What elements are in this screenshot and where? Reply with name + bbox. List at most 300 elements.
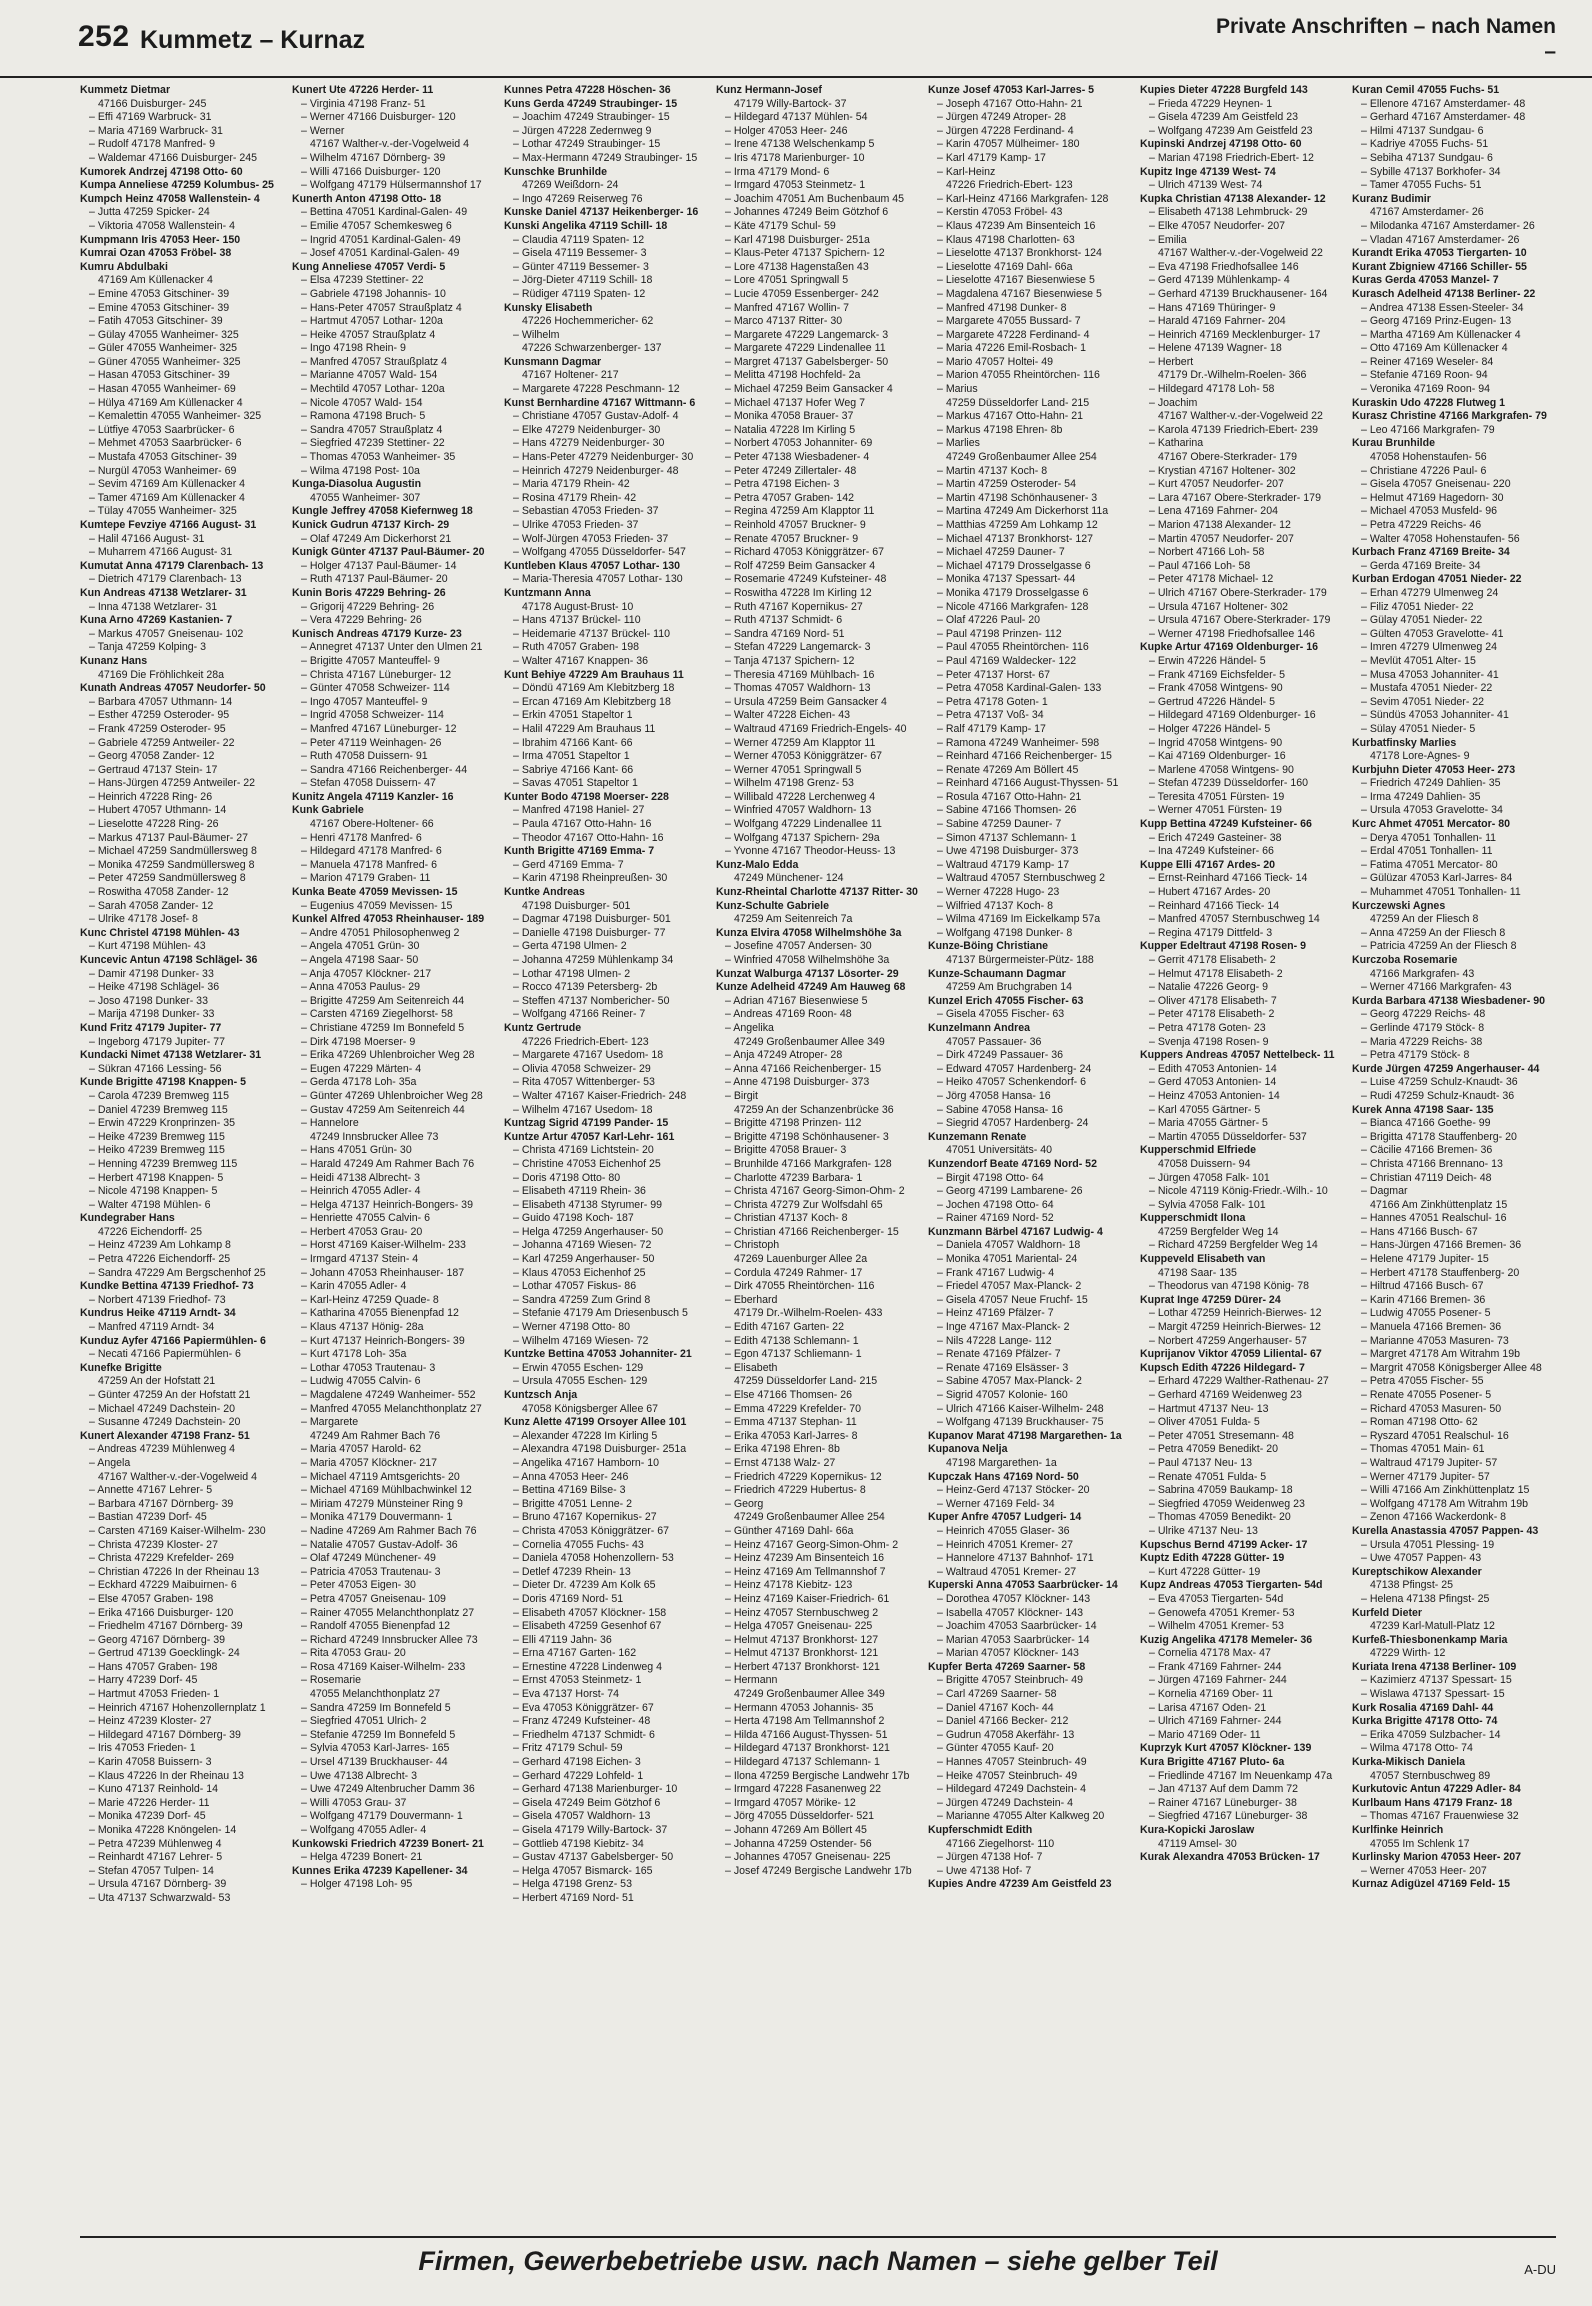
listing-entry: – Marco 47137 Ritter- 30 [725, 315, 843, 328]
listing-entry: – Hubert 47167 Ardes- 20 [1149, 886, 1271, 899]
listing-entry: – Hülya 47169 Am Küllenacker 4 [89, 396, 243, 409]
listing-entry: – Lara 47167 Obere-Sterkrader- 179 [1149, 491, 1321, 504]
listing-surname-entry: Kumtepe Fevziye 47166 August- 31 [80, 519, 257, 531]
listing-entry: – Olaf 47249 Münchener- 49 [301, 1552, 436, 1565]
listing-surname-entry: Kupz Andreas 47053 Tiergarten- 54d [1140, 1579, 1323, 1592]
listing-entry: – Christa 47167 Georg-Simon-Ohm- 2 [725, 1185, 905, 1198]
listing-entry: – Waltraud 47169 Friedrich-Engels- 40 [725, 722, 907, 735]
listing-entry: 47055 Wanheimer- 307 [310, 491, 421, 504]
listing-surname-entry: Kundke Bettina 47139 Friedhof- 73 [80, 1280, 254, 1293]
listing-surname-entry: Kunst Bernhardine 47167 Wittmann- 6 [504, 396, 696, 409]
listing-entry: – Gerhard 47198 Eichen- 3 [513, 1756, 641, 1769]
listing-entry: – Joso 47198 Dunker- 33 [89, 994, 208, 1007]
listing-entry: – Helga 47057 Bismarck- 165 [513, 1864, 653, 1877]
listing-entry: – Sündüs 47053 Johanniter- 41 [1361, 709, 1509, 722]
listing-entry: – Maria 47229 Reichs- 38 [1361, 1035, 1483, 1048]
listing-surname-entry: Kuppers Andreas 47057 Nettelbeck- 11 [1140, 1049, 1335, 1062]
listing-entry: – Steffen 47137 Nombericher- 50 [513, 994, 670, 1007]
listing-entry: – Lothar 47249 Straubinger- 15 [513, 138, 661, 151]
listing-entry: 47249 Münchener- 124 [734, 872, 844, 885]
listing-entry: – Günther 47169 Dahl- 66a [725, 1524, 854, 1537]
listing-entry: – Marion 47055 Rheintörchen- 116 [937, 369, 1100, 382]
listing-entry: – Harald 47249 Am Rahmer Bach 76 [301, 1157, 475, 1170]
listing-entry: – Edith 47138 Schlemann- 1 [725, 1334, 859, 1347]
listing-entry: – Thomas 47167 Frauenwiese 32 [1361, 1810, 1519, 1823]
listing-entry: – Gisela 47119 Bessemer- 3 [513, 247, 647, 260]
listing-entry: – Thomas 47051 Main- 61 [1361, 1443, 1485, 1456]
listing-surname-entry: Kuper Anfre 47057 Ludgeri- 14 [928, 1511, 1082, 1524]
listing-surname-entry: Kurkutovic Antun 47229 Adler- 84 [1352, 1783, 1521, 1796]
listing-entry: – Marianne 47053 Masuren- 73 [1361, 1334, 1509, 1347]
listing-entry: 47259 Düsseldorfer Land- 215 [734, 1375, 878, 1388]
listing-entry: – Friedrich 47229 Hubertus- 8 [725, 1484, 866, 1497]
listing-entry: – Theresia 47169 Mühlbach- 16 [725, 668, 875, 681]
listing-entry: 47166 Markgrafen- 43 [1370, 967, 1475, 980]
listing-entry: – Herbert 47198 Knappen- 5 [89, 1171, 224, 1184]
listing-entry: – Lütfiye 47053 Saarbrücker- 6 [89, 423, 235, 436]
listing-entry: – Wolfgang 47178 Am Witrahm 19b [1361, 1497, 1529, 1510]
listing-entry: – Gerd 47169 Emma- 7 [513, 858, 624, 871]
listing-entry: – Maria-Theresia 47057 Lothar- 130 [513, 573, 683, 586]
listing-entry: – Patricia 47259 An der Fliesch 8 [1361, 940, 1517, 953]
listing-surname-entry: Kuntzag Sigrid 47199 Pander- 15 [504, 1117, 669, 1130]
listing-entry: – Monika 47058 Brauer- 37 [725, 410, 854, 423]
listing-entry: – Monika 47259 Sandmüllersweg 8 [89, 858, 255, 871]
listing-entry: – Daniel 47239 Bremweg 115 [89, 1103, 228, 1116]
listing-entry: – Michael 47259 Beim Gansacker 4 [725, 383, 893, 396]
listing-entry: – Eva 47053 Königgrätzer- 67 [513, 1701, 654, 1714]
listing-entry: – Herbert 47169 Nord- 51 [513, 1891, 634, 1904]
listing-entry: 47058 Hohenstaufen- 56 [1370, 451, 1487, 464]
listing-entry: – Mario 47169 Oder- 11 [1149, 1728, 1261, 1741]
listing-entry: – Heike 47057 Steinbruch- 49 [937, 1769, 1078, 1782]
listing-entry: – Ursula 47167 Holtener- 302 [1149, 600, 1288, 613]
listing-entry: – Savas 47051 Stapeltor 1 [513, 777, 638, 790]
listing-surname-entry: Kurak Alexandra 47053 Brücken- 17 [1140, 1851, 1320, 1864]
listing-entry: – Karl-Heinz 47166 Markgrafen- 128 [937, 192, 1109, 205]
listing-entry: – Michael 47137 Hofer Weg 7 [725, 396, 865, 409]
listing-entry: – Harald 47169 Fahrner- 204 [1149, 315, 1286, 328]
listing-entry: – Rudi 47259 Schulz-Knaudt- 36 [1361, 1089, 1515, 1102]
listing-entry: – Holger 47137 Paul-Bäumer- 14 [301, 559, 457, 572]
listing-surname-entry: Kumpmann Iris 47053 Heer- 150 [80, 233, 241, 246]
listing-entry: – Heike 47198 Schlägel- 36 [89, 981, 220, 994]
listing-entry: – Paul 47169 Waldecker- 122 [937, 654, 1077, 667]
listing-entry: 47249 Innsbrucker Allee 73 [310, 1130, 439, 1143]
listing-entry: – Detlef 47239 Rhein- 13 [513, 1565, 631, 1578]
listing-entry: – Marianne 47057 Wald- 154 [301, 369, 438, 382]
listing-entry: 47249 Großenbaumer Allee 349 [734, 1035, 885, 1048]
listing-entry: – Paul 47137 Neu- 13 [1149, 1456, 1253, 1469]
listing-entry: – Werner 47169 Feld- 34 [937, 1497, 1055, 1510]
listing-entry: – Helene 47139 Wagner- 18 [1149, 342, 1282, 355]
listing-surname-entry: Kupperschmidt Ilona [1140, 1212, 1246, 1225]
listing-entry: 47167 Walther-v.-der-Vogelweid 4 [310, 138, 469, 151]
listing-entry: – Karl 47179 Kamp- 17 [937, 151, 1046, 164]
listing-entry: – Otto 47169 Am Küllenacker 4 [1361, 342, 1508, 355]
listing-entry: – Petra 47178 Goten- 1 [937, 695, 1048, 708]
listing-entry: – Fatima 47051 Mercator- 80 [1361, 858, 1498, 871]
listing-entry: – Lothar 47057 Fiskus- 86 [513, 1280, 637, 1293]
listing-entry: – Hildegard 47178 Manfred- 6 [301, 845, 442, 858]
listing-entry: – Rolf 47259 Beim Gansacker 4 [725, 559, 876, 572]
listing-entry: – Damir 47198 Dunker- 33 [89, 967, 214, 980]
listing-entry: – Peter 47137 Horst- 67 [937, 668, 1051, 681]
listing-entry: – Ramona 47198 Bruch- 5 [301, 410, 426, 423]
listing-entry: – Marija 47198 Dunker- 33 [89, 1008, 215, 1021]
listing-entry: – Thomas 47053 Wanheimer- 35 [301, 451, 456, 464]
listing-entry: 47055 Melanchthonplatz 27 [310, 1688, 441, 1701]
listing-entry: – Markus 47057 Gneisenau- 102 [89, 627, 244, 640]
listing-entry: – Michael 47053 Musfeld- 96 [1361, 505, 1498, 518]
listing-entry: – Christa 47279 Zur Wolfsdahl 65 [725, 1198, 883, 1211]
listing-entry: – Mevlüt 47051 Alter- 15 [1361, 654, 1476, 667]
listing-entry: – Ingo 47057 Manteuffel- 9 [301, 695, 428, 708]
listing-entry: – Rocco 47139 Petersberg- 2b [513, 981, 658, 994]
listing-entry: – Waldemar 47166 Duisburger- 245 [89, 151, 258, 164]
listing-entry: – Michael 47179 Drosselgasse 6 [937, 559, 1091, 572]
listing-entry: 47198 Margarethen- 1a [946, 1456, 1057, 1469]
listing-entry: – Mehmet 47053 Saarbrücker- 6 [89, 437, 242, 450]
listing-entry: – Irene 47138 Welschenkamp 5 [725, 138, 875, 151]
listing-entry: – Johann 47053 Rheinhauser- 187 [301, 1266, 465, 1279]
listing-entry: – Wilhelm 47198 Grenz- 53 [725, 777, 854, 790]
listing-entry: – Kurt 47198 Mühlen- 43 [89, 940, 206, 953]
listing-entry: – Ulrike 47137 Neu- 13 [1149, 1524, 1258, 1537]
listing-entry: – Rüdiger 47119 Spaten- 12 [513, 287, 646, 300]
listing-surname-entry: Kuppe Elli 47167 Ardes- 20 [1140, 858, 1276, 871]
listing-entry: – Sabine 47058 Hansa- 16 [937, 1103, 1064, 1116]
listing-entry: – Sandra 47169 Nord- 51 [725, 627, 845, 640]
listing-surname-entry: Kunsky Elisabeth [504, 301, 593, 314]
listing-entry: – Petra 47198 Eichen- 3 [725, 478, 840, 491]
listing-entry: – Eva 47137 Horst- 74 [513, 1688, 619, 1701]
listing-entry: – Wolfgang 47055 Düsseldorfer- 547 [513, 546, 686, 559]
listing-entry: 47058 Königsberger Allee 67 [522, 1402, 659, 1415]
listing-surname-entry: Kunzat Walburga 47137 Lösorter- 29 [716, 967, 899, 980]
listing-entry: 47169 Die Fröhlichkeit 28a [98, 668, 225, 681]
listing-entry: – Joseph 47167 Otto-Hahn- 21 [937, 97, 1083, 110]
listing-entry: – Birgit 47198 Otto- 64 [937, 1171, 1044, 1184]
listing-entry: – Willi 47166 Am Zinkhüttenplatz 15 [1361, 1484, 1530, 1497]
listing-entry: – Daniel 47167 Koch- 44 [937, 1701, 1054, 1714]
listing-entry: – Georg [725, 1497, 764, 1510]
listing-surname-entry: Kunske Daniel 47137 Heikenberger- 16 [504, 206, 699, 219]
listing-entry: – Werner 47166 Markgrafen- 43 [1361, 981, 1512, 994]
listing-entry: – Reinhard 47166 August-Thyssen- 51 [937, 777, 1119, 790]
listing-entry: – Hilda 47166 August-Thyssen- 51 [725, 1728, 888, 1741]
listing-surname-entry: Kurczoba Rosemarie [1352, 954, 1458, 966]
listing-entry: 47198 Duisburger- 501 [522, 899, 631, 912]
listing-entry: – Lena 47169 Fahrner- 204 [1149, 505, 1278, 518]
listing-entry: – Sevim 47169 Am Küllenacker 4 [89, 478, 246, 491]
listing-entry: – Siegfried 47051 Ulrich- 2 [301, 1715, 427, 1728]
listing-surname-entry: Kunzendorf Beate 47169 Nord- 52 [928, 1157, 1097, 1170]
footer-divider [80, 2236, 1556, 2238]
listing-entry: – Ursula 47167 Obere-Sterkrader- 179 [1149, 614, 1331, 627]
listing-surname-entry: Kuranz Budimir [1352, 192, 1431, 205]
listing-entry: – Margarete 47055 Bussard- 7 [937, 315, 1081, 328]
listing-entry: – Wolfgang 47239 Am Geistfeld 23 [1149, 124, 1313, 137]
listing-entry: – Maria 47179 Rhein- 42 [513, 478, 630, 491]
listing-entry: – Ludwig 47055 Calvin- 6 [301, 1375, 421, 1388]
listing-entry: – Ursula 47259 Beim Gansacker 4 [725, 695, 887, 708]
listing-entry: – Annegret 47137 Unter den Ulmen 21 [301, 641, 483, 654]
listing-surname-entry: Kunz Hermann-Josef [716, 84, 822, 96]
listing-entry: – Werner 47053 Heer- 207 [1361, 1864, 1487, 1877]
listing-entry: – Dirk 47198 Moerser- 9 [301, 1035, 416, 1048]
listing-entry: – Maria 47169 Warbruck- 31 [89, 124, 223, 137]
listing-entry: – Heinz 47239 Am Lohkamp 8 [89, 1239, 231, 1252]
listing-surname-entry: Kunert Ute 47226 Herder- 11 [292, 84, 434, 96]
listing-entry: – Herbert 47053 Grau- 20 [301, 1225, 423, 1238]
listing-entry: – Gerda 47178 Loh- 35a [301, 1076, 417, 1089]
listing-entry: 47137 Bürgermeister-Pütz- 188 [946, 954, 1094, 966]
listing-entry: – Erwin 47229 Kronprinzen- 35 [89, 1117, 236, 1130]
listing-entry: – Margit 47259 Heinrich-Bierwes- 12 [1149, 1321, 1321, 1334]
listing-surname-entry: Kupschus Bernd 47199 Acker- 17 [1140, 1538, 1308, 1551]
listing-entry: 47178 August-Brust- 10 [522, 600, 634, 613]
listing-surname-entry: Kupanov Marat 47198 Margarethen- 1a [928, 1429, 1122, 1442]
listing-entry: – Renate 47055 Posener- 5 [1361, 1389, 1492, 1401]
listing-surname-entry: Kupper Edeltraut 47198 Rosen- 9 [1140, 940, 1307, 953]
listing-entry: – Grigorij 47229 Behring- 26 [301, 600, 435, 613]
listing-entry: – Andrea 47138 Essen-Steeler- 34 [1361, 301, 1524, 314]
listing-entry: – Markus 47198 Ehren- 8b [937, 423, 1063, 436]
listing-entry: 47198 Saar- 135 [1158, 1266, 1237, 1279]
listing-entry: – Gerhard 47139 Bruckhausener- 164 [1149, 287, 1328, 300]
listing-entry: – Elli 47119 Jahn- 36 [513, 1633, 612, 1646]
listing-entry: – Jürgen 47249 Atroper- 28 [937, 111, 1066, 124]
listing-surname-entry: Kurella Anastassia 47057 Pappen- 43 [1352, 1524, 1539, 1537]
listing-entry: – Sarah 47058 Zander- 12 [89, 899, 214, 912]
listing-entry: 47259 Bergfelder Weg 14 [1158, 1225, 1279, 1238]
listing-entry: – Heinrich 47055 Glaser- 36 [937, 1524, 1070, 1537]
listing-entry: – Uwe 47249 Altenbrucher Damm 36 [301, 1783, 475, 1796]
listing-entry: – Ryszard 47051 Realschul- 16 [1361, 1429, 1509, 1442]
listing-entry: – Werner 47228 Hugo- 23 [937, 886, 1060, 899]
listing-entry: – Peter 47053 Eigen- 30 [301, 1579, 416, 1592]
listing-surname-entry: Kundegraber Hans [80, 1212, 175, 1225]
listing-entry: – Waltraud 47179 Jupiter- 57 [1361, 1456, 1498, 1469]
listing-entry: – Inge 47167 Max-Planck- 2 [937, 1321, 1070, 1334]
listing-entry: – Tanja 47259 Kolping- 3 [89, 641, 207, 654]
listing-entry: – Ruth 47058 Duissern- 91 [301, 750, 428, 763]
listing-entry: – Martin 47259 Osteroder- 54 [937, 478, 1076, 491]
listing-surname-entry: Kurlinsky Marion 47053 Heer- 207 [1352, 1851, 1521, 1864]
listing-entry: – Helmut 47137 Bronkhorst- 127 [725, 1633, 879, 1646]
listing-entry: 47167 Holtener- 217 [522, 369, 619, 382]
listing-surname-entry: Kunga-Diasolua Augustin [292, 478, 422, 491]
listing-entry: – Monika 47179 Drosselgasse 6 [937, 586, 1089, 599]
listing-entry: – Gustav 47137 Gabelsberger- 50 [513, 1851, 674, 1864]
listing-entry: – Johannes 47057 Gneisenau- 225 [725, 1851, 891, 1864]
listing-entry: – Sabine 47259 Dauner- 7 [937, 818, 1062, 831]
listing-entry: – Wolfgang 47139 Bruckhauser- 75 [937, 1416, 1104, 1429]
listing-entry: – Rosina 47179 Rhein- 42 [513, 491, 637, 504]
listing-entry: 47166 Duisburger- 245 [98, 97, 207, 110]
listing-entry: – Luise 47259 Schulz-Knaudt- 36 [1361, 1076, 1518, 1089]
listing-entry: – Ruth 47057 Graben- 198 [513, 641, 640, 654]
listing-entry: – Petra 47057 Graben- 142 [725, 491, 854, 504]
listing-entry: 47179 Dr.-Wilhelm-Roelen- 433 [734, 1307, 883, 1320]
page-header [0, 0, 1592, 78]
listing-entry: – Christian 47137 Koch- 8 [725, 1212, 848, 1225]
listing-entry: – Miriam 47279 Münsteiner Ring 9 [301, 1497, 463, 1510]
listing-entry: – Reinhold 47057 Bruckner- 9 [725, 519, 866, 531]
listing-entry: – Karl-Heinz 47259 Quade- 8 [301, 1293, 439, 1306]
listing-entry: – Friedrich 47249 Dahlien- 35 [1361, 777, 1501, 790]
listing-entry: – Sabrina 47059 Baukamp- 18 [1149, 1484, 1293, 1497]
listing-entry: – Cäcilie 47166 Bremen- 36 [1361, 1144, 1493, 1157]
listing-entry: – Rainer 47167 Lüneburger- 38 [1149, 1796, 1297, 1809]
listing-entry: – Heinrich 47228 Ring- 26 [89, 790, 213, 803]
listing-entry: – Gerlinde 47179 Stöck- 8 [1361, 1021, 1485, 1034]
listing-entry: – Ernst 47053 Steinmetz- 1 [513, 1674, 642, 1687]
listing-surname-entry: Kupitz Inge 47139 West- 74 [1140, 165, 1276, 178]
listing-surname-entry: Kunin Boris 47229 Behring- 26 [292, 586, 446, 599]
listing-surname-entry: Kung Anneliese 47057 Verdi- 5 [292, 260, 446, 273]
listing-entry: – Michael 47259 Sandmüllersweg 8 [89, 845, 257, 858]
listing-entry: – Marian 47053 Saarbrücker- 14 [937, 1633, 1090, 1646]
listing-entry: – Edith 47167 Garten- 22 [725, 1321, 844, 1334]
listing-surname-entry: Kunick Gudrun 47137 Kirch- 29 [292, 519, 450, 531]
listing-entry: – Walter 47167 Knappen- 36 [513, 654, 649, 667]
listing-entry: – Heinz 47167 Georg-Simon-Ohm- 2 [725, 1538, 899, 1551]
listing-entry: – Erika 47269 Uhlenbroicher Weg 28 [301, 1049, 475, 1062]
listing-surname-entry: Kurde Jürgen 47259 Angerhauser- 44 [1352, 1062, 1540, 1075]
listing-entry: – Wolfgang 47166 Reiner- 7 [513, 1008, 646, 1021]
listing-surname-entry: Kupanova Nelja [928, 1443, 1008, 1456]
listing-entry: – Marlene 47058 Wintgens- 90 [1149, 763, 1294, 776]
listing-entry: – Gerhard 47138 Marienburger- 10 [513, 1783, 678, 1796]
listing-entry: – Fatih 47053 Gitschiner- 39 [89, 315, 223, 328]
section-title: Private Anschriften – nach Namen – [1216, 15, 1556, 63]
listing-entry: – Christiane 47226 Paul- 6 [1361, 464, 1487, 477]
listing-entry: – Richard 47053 Königgrätzer- 67 [725, 546, 885, 559]
listing-entry: – Hans 47057 Graben- 198 [89, 1660, 218, 1673]
listing-entry: – Monika 47228 Knöngelen- 14 [89, 1824, 237, 1836]
listing-entry: 47269 Weißdorn- 24 [522, 179, 619, 192]
listing-entry: – Christa 47239 Kloster- 27 [89, 1538, 218, 1551]
listing-entry: – Wilhelm 47167 Dörnberg- 39 [301, 151, 446, 164]
listing-entry: – Sükran 47166 Lessing- 56 [89, 1062, 222, 1075]
listing-entry: – Anja 47057 Klöckner- 217 [301, 967, 432, 980]
listing-entry: – Emine 47053 Gitschiner- 39 [89, 287, 230, 300]
listing-surname-entry: Kund Fritz 47179 Jupiter- 77 [80, 1021, 222, 1034]
listing-entry: – Ibrahim 47166 Kant- 66 [513, 736, 633, 749]
listing-entry: – Georg 47169 Prinz-Eugen- 13 [1361, 315, 1512, 328]
listing-entry: – Daniel 47166 Becker- 212 [937, 1715, 1069, 1728]
listing-entry: 47169 Am Küllenacker 4 [98, 274, 213, 287]
listing-entry: – Tamer 47169 Am Küllenacker 4 [89, 491, 245, 504]
listing-entry: – Karin 47166 Bremen- 36 [1361, 1293, 1486, 1306]
listing-entry: 47259 Am Seitenreich 7a [734, 913, 853, 926]
listing-surname-entry: Kupferschmidt Edith [928, 1824, 1033, 1836]
listing-entry: – Halil 47166 August- 31 [89, 532, 205, 545]
listing-entry: – Ulrich 47139 West- 74 [1149, 179, 1263, 192]
listing-entry: – Ernst 47138 Walz- 27 [725, 1456, 836, 1469]
listing-entry: – Angelika [725, 1021, 774, 1034]
listing-entry: – Friedlinde 47167 Im Neuenkamp 47a [1149, 1769, 1333, 1782]
listing-entry: – Bettina 47169 Bilse- 3 [513, 1484, 626, 1497]
listing-entry: – Frieda 47229 Heynen- 1 [1149, 97, 1273, 110]
listing-entry: – Gerhard 47167 Amsterdamer- 48 [1361, 111, 1526, 124]
listing-entry: – Hubert 47057 Uthmann- 14 [89, 804, 227, 817]
listing-entry: – Klaus 47137 Hönig- 28a [301, 1321, 424, 1334]
listing-entry: – Leo 47166 Markgrafen- 79 [1361, 423, 1495, 436]
listing-entry: 47179 Willy-Bartock- 37 [734, 97, 847, 110]
listing-surname-entry: Kuntleben Klaus 47057 Lothar- 130 [504, 559, 681, 572]
listing-entry: – Joachim 47053 Saarbrücker- 14 [937, 1620, 1097, 1633]
listing-entry: – Heinz 47169 Pfälzer- 7 [937, 1307, 1054, 1320]
listing-entry: – Petra 47059 Benedikt- 20 [1149, 1443, 1278, 1456]
listing-entry: – Nicole 47119 König-Friedr.-Wilh.- 10 [1149, 1185, 1328, 1198]
listing-entry: – Elke 47279 Neidenburger- 30 [513, 423, 661, 436]
listing-entry: – Monika 47239 Dorf- 45 [89, 1810, 206, 1823]
listing-entry: – Jörg 47055 Düsseldorfer- 521 [725, 1810, 874, 1823]
listing-entry: – Elke 47057 Neudorfer- 207 [1149, 219, 1286, 232]
listing-entry: – Heinrich 47167 Hohenzollernplatz 1 [89, 1701, 266, 1714]
listing-entry: – Maria 47055 Gärtner- 5 [1149, 1117, 1268, 1130]
listing-surname-entry: Kuntz Gertrude [504, 1021, 582, 1034]
listing-entry: – Muhammet 47051 Tonhallen- 11 [1361, 886, 1521, 899]
listing-entry: – Manfred 47167 Lüneburger- 12 [301, 722, 457, 735]
listing-entry: – Gudrun 47058 Akerfähr- 13 [937, 1728, 1075, 1741]
listing-entry: – Natalia 47228 Im Kirling 5 [725, 423, 856, 436]
listing-entry: – Eberhard [725, 1293, 778, 1306]
listing-entry: – Kurt 47228 Gütter- 19 [1149, 1565, 1261, 1578]
listing-surname-entry: Kumorek Andrzej 47198 Otto- 60 [80, 165, 243, 178]
listing-entry: – Margret 47137 Gabelsberger- 50 [725, 355, 889, 368]
listing-entry: – Emilia [1149, 233, 1187, 246]
listing-entry: 47229 Wirth- 12 [1370, 1647, 1446, 1660]
listing-entry: – Kurt 47178 Loh- 35a [301, 1348, 407, 1361]
listing-entry: – Hildegard 47137 Bronkhorst- 121 [725, 1742, 890, 1755]
listing-entry: – Gisela 47249 Beim Götzhof 6 [513, 1796, 661, 1809]
listing-entry: – Christian 47226 In der Rheinau 13 [89, 1565, 260, 1578]
listing-entry: – Eva 47198 Friedhofsallee 146 [1149, 260, 1299, 273]
listing-entry: – Reinhard 47166 Tieck- 14 [1149, 899, 1280, 912]
listing-entry: – Ingeborg 47179 Jupiter- 77 [89, 1035, 226, 1048]
listing-entry: – Ina 47249 Kufsteiner- 66 [1149, 845, 1274, 858]
listing-entry: – Herbert 47178 Stauffenberg- 20 [1361, 1266, 1520, 1279]
listing-entry: – Manfred 47057 Straußplatz 4 [301, 355, 448, 368]
listing-entry: – Halil 47229 Am Brauhaus 11 [513, 722, 656, 735]
listing-entry: – Petra 47226 Eichendorff- 25 [89, 1253, 231, 1266]
listing-entry: – Thomas 47057 Waldhorn- 13 [725, 682, 871, 695]
listing-entry: – Gerda 47169 Breite- 34 [1361, 559, 1481, 572]
listing-entry: – Nicole 47057 Wald- 154 [301, 396, 423, 409]
listing-entry: – Manfred 47119 Arndt- 34 [89, 1321, 215, 1334]
listing-entry: – Werner [301, 124, 345, 137]
listing-surname-entry: Kunz-Schulte Gabriele [716, 899, 830, 912]
listing-entry: – Else 47057 Graben- 198 [89, 1592, 214, 1605]
listing-entry: – Necati 47166 Papiermühlen- 6 [89, 1348, 241, 1361]
listing-entry: – Sevim 47051 Nieder- 22 [1361, 695, 1485, 708]
listing-entry: – Hasan 47055 Wanheimer- 69 [89, 383, 236, 396]
listing-entry: – Norbert 47166 Loh- 58 [1149, 546, 1265, 559]
listing-entry: 47259 An der Schanzenbrücke 36 [734, 1103, 894, 1116]
listing-entry: – Petra 47239 Mühlenweg 4 [89, 1837, 222, 1850]
listing-entry: – Gabriele 47259 Antweiler- 22 [89, 736, 235, 749]
listing-entry: – Larisa 47167 Oden- 21 [1149, 1701, 1267, 1714]
listing-surname-entry: Kuprzyk Kurt 47057 Klöckner- 139 [1140, 1742, 1312, 1755]
listing-entry: – Marian 47198 Friedrich-Ebert- 12 [1149, 151, 1314, 164]
listing-entry: – Waltraud 47179 Kamp- 17 [937, 858, 1070, 871]
listing-entry: – Gustav 47259 Am Seitenreich 44 [301, 1103, 465, 1116]
listing-entry: – Margarete 47167 Usedom- 18 [513, 1049, 664, 1062]
